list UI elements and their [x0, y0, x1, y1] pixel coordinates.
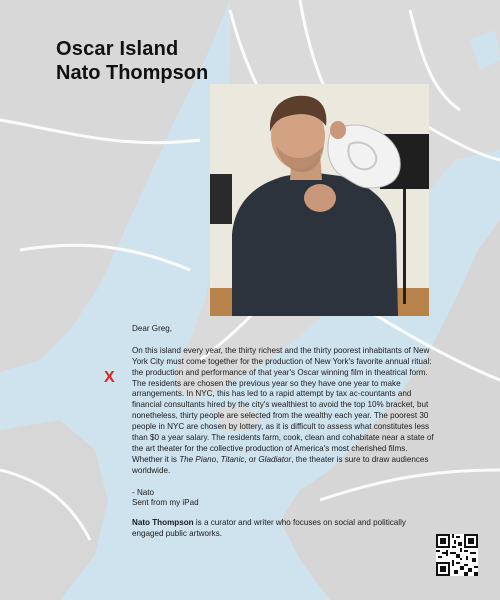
portrait-photo: [210, 84, 429, 316]
qr-code-icon[interactable]: [436, 534, 478, 576]
bio-text: is a curator and writer who focuses on social and politically engaged public artworks.: [132, 518, 406, 538]
film-title: Titanic: [220, 454, 245, 464]
bio-name: Nato Thompson: [132, 518, 194, 527]
author-name: Nato Thompson: [56, 62, 209, 84]
letter-paragraph: On this island every year, the thirty richest and the thirty poorest inhabitants of New York City must come together for the production of New York's favorite annual ritual: the production and performance of that year's Oscar winning film in theatrical form. The residents are chosen the previous year so they have one year to make arrangements. In NYC, this has led to a rapid attempt by tax ac-countants and financial consultants hired by the city's wealthiest to avoid the top 10% bracket, but nonetheless, thirty people are selected from the wealthy each year. The poorest 30 people in NYC are chosen by lottery, as it is difficult to assess what constitutes less than $0 a year salary. The residents farm, cook, clean and cohabitate near a state of the art theater for the collective production of America's most cherished films. Whether it is The Piano, Titanic, or Gladiator, the theater is sure to draw audiences worldwide.: [132, 345, 434, 475]
film-title: Gladiator: [258, 454, 292, 464]
film-title: The Piano: [179, 454, 217, 464]
letter-body: [132, 324, 438, 509]
letter-sent-note: Sent from my iPad: [132, 498, 199, 508]
letter-signoff: - Nato: [132, 487, 155, 497]
letter-greeting: Dear Greg,: [132, 324, 173, 333]
page-title: Oscar Island: [56, 38, 179, 60]
location-marker-icon: X: [104, 369, 115, 386]
author-bio: [132, 518, 432, 540]
